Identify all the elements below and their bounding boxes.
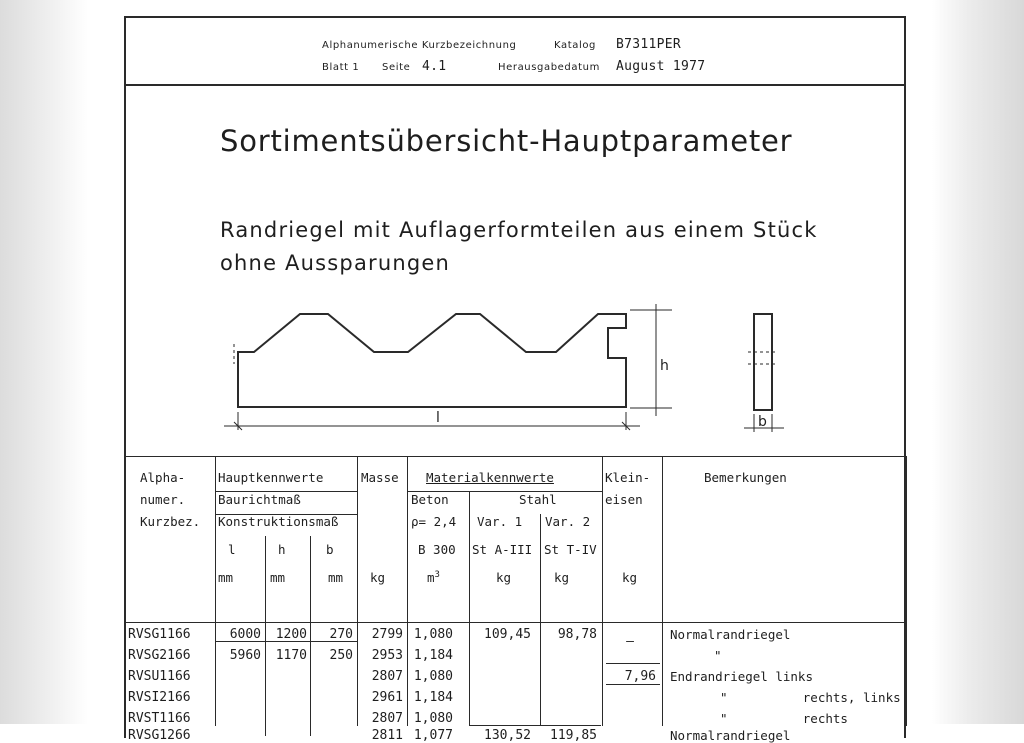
- cell-code: RVSG2166: [128, 648, 191, 663]
- cell-klein: —: [626, 634, 634, 649]
- col-rule-7: [540, 514, 541, 726]
- rule-var-row6-top: [469, 725, 601, 726]
- col-rule-0: [124, 456, 125, 726]
- cell-bemerkung: Normalrandriegel: [670, 728, 791, 743]
- cell-bemerkung: ": [714, 648, 722, 663]
- cell-h: 1200: [275, 627, 307, 642]
- cell-masse: 2953: [371, 648, 403, 663]
- col-rule-10: [906, 456, 907, 726]
- beam-elevation: [238, 314, 626, 407]
- rule-header-bottom: [124, 622, 906, 623]
- header-seite-value: 4.1: [422, 59, 447, 74]
- cell-bemerkung: " rechts, links: [720, 690, 901, 705]
- parameter-table: [124, 456, 906, 743]
- col-rule-9: [662, 456, 663, 726]
- cell-l: 5960: [229, 648, 261, 663]
- unit-b: mm: [328, 570, 344, 585]
- beam-cross-section: [754, 314, 772, 410]
- cell-beton: 1,184: [413, 690, 453, 705]
- subtitle-line-2: ohne Aussparungen: [220, 251, 451, 275]
- hdr-alpha-1: Alpha-: [140, 470, 186, 485]
- hdr-alpha-3: Kurzbez.: [140, 514, 201, 529]
- cell-beton: 1,184: [413, 648, 453, 663]
- cell-bemerkung: Endrandriegel links: [670, 669, 813, 684]
- unit-m3: $m^3$: [427, 570, 440, 586]
- col-rule-8: [602, 456, 603, 726]
- cell-code: RVSU1166: [128, 669, 191, 684]
- hdr-rho: ρ= 2,4: [411, 514, 457, 529]
- hdr-beton: Beton: [411, 492, 449, 507]
- cell-beton: 1,080: [413, 627, 453, 642]
- hdr-st-t-iv: St T-IV: [544, 542, 597, 557]
- cell-masse: 2811: [371, 728, 403, 743]
- unit-masse: kg: [370, 570, 386, 585]
- hdr-col-l: l: [228, 542, 236, 557]
- dimension-lines: [224, 304, 672, 430]
- hdr-klein-1: Klein-: [605, 470, 651, 485]
- cell-klein: 7,96: [624, 669, 656, 684]
- hdr-baurichtmass: Baurichtmaß: [218, 492, 301, 507]
- hdr-klein-2: eisen: [605, 492, 643, 507]
- dim-label-l: l: [436, 410, 440, 426]
- hdr-masse: Masse: [361, 470, 399, 485]
- cell-h: 1170: [275, 648, 307, 663]
- hdr-col-b: b: [326, 542, 334, 557]
- cell-beton: 1,080: [413, 669, 453, 684]
- col-rule-6: [469, 491, 470, 726]
- hdr-stahl: Stahl: [519, 492, 557, 507]
- cell-code: RVSG1166: [128, 627, 191, 642]
- subtitle-line-1: Randriegel mit Auflagerformteilen aus einem Stück: [220, 218, 818, 242]
- cell-var1: 130,52: [484, 728, 531, 743]
- hdr-col-h: h: [278, 542, 286, 557]
- hdr-var1: Var. 1: [477, 514, 523, 529]
- cell-var1: 109,45: [484, 627, 531, 642]
- cell-b: 250: [329, 648, 353, 663]
- dim-label-b: b: [758, 414, 767, 430]
- cell-var2: 119,85: [550, 728, 597, 743]
- hdr-var2: Var. 2: [545, 514, 591, 529]
- dim-label-h: h: [660, 358, 669, 374]
- cell-bemerkung: Normalrandriegel: [670, 627, 791, 642]
- hdr-konstruktionsmass: Konstruktionsmaß: [218, 514, 339, 529]
- page-title: Sortimentsübersicht-Hauptparameter: [220, 124, 793, 158]
- cell-bemerkung: " rechts: [720, 711, 848, 726]
- rule-klein-row3-bottom: [606, 684, 660, 685]
- scan-right-shadow: [932, 0, 1024, 724]
- sheet-header: [124, 16, 904, 86]
- unit-klein: kg: [622, 570, 638, 585]
- col-rule-3: [310, 536, 311, 736]
- catalog-sheet: [124, 16, 906, 743]
- beam-drawing: [124, 296, 904, 446]
- scan-left-shadow: [0, 0, 88, 724]
- rule-klein-row3-top: [606, 663, 660, 664]
- cell-masse: 2807: [371, 669, 403, 684]
- hdr-alpha-2: numer.: [140, 492, 186, 507]
- header-kurzbezeichnung-label: Alphanumerische Kurzbezeichnung: [322, 40, 517, 51]
- col-rule-2: [265, 536, 266, 736]
- cell-var2: 98,78: [557, 627, 597, 642]
- col-rule-4: [357, 456, 358, 726]
- hdr-bemerkungen: Bemerkungen: [704, 470, 787, 485]
- header-seite-label: Seite: [382, 62, 411, 73]
- cell-code: RVSG1266: [128, 728, 191, 743]
- hdr-materialkennwerte: Materialkennwerte: [426, 470, 554, 485]
- header-katalog-label: Katalog: [554, 40, 597, 51]
- cell-b: 270: [329, 627, 353, 642]
- cell-l: 6000: [229, 627, 261, 642]
- col-rule-1: [215, 456, 216, 726]
- cell-beton: 1,080: [413, 711, 453, 726]
- header-datum-value: August 1977: [616, 59, 706, 74]
- hdr-b300: B 300: [418, 542, 456, 557]
- cell-masse: 2807: [371, 711, 403, 726]
- cell-code: RVSI2166: [128, 690, 191, 705]
- unit-l: mm: [218, 570, 234, 585]
- header-katalog-value: B7311PER: [616, 37, 682, 52]
- unit-var2: kg: [554, 570, 570, 585]
- header-datum-label: Herausgabedatum: [498, 62, 600, 73]
- unit-h: mm: [270, 570, 286, 585]
- col-rule-5: [407, 456, 408, 726]
- header-blatt-label: Blatt 1: [322, 62, 360, 73]
- cell-code: RVST1166: [128, 711, 191, 726]
- cell-masse: 2799: [371, 627, 403, 642]
- unit-var1: kg: [496, 570, 512, 585]
- hdr-st-a-iii: St A-III: [472, 542, 533, 557]
- cell-masse: 2961: [371, 690, 403, 705]
- hdr-hauptkennwerte: Hauptkennwerte: [218, 470, 324, 485]
- cell-beton: 1,077: [413, 728, 453, 743]
- table-top-rule: [124, 456, 906, 457]
